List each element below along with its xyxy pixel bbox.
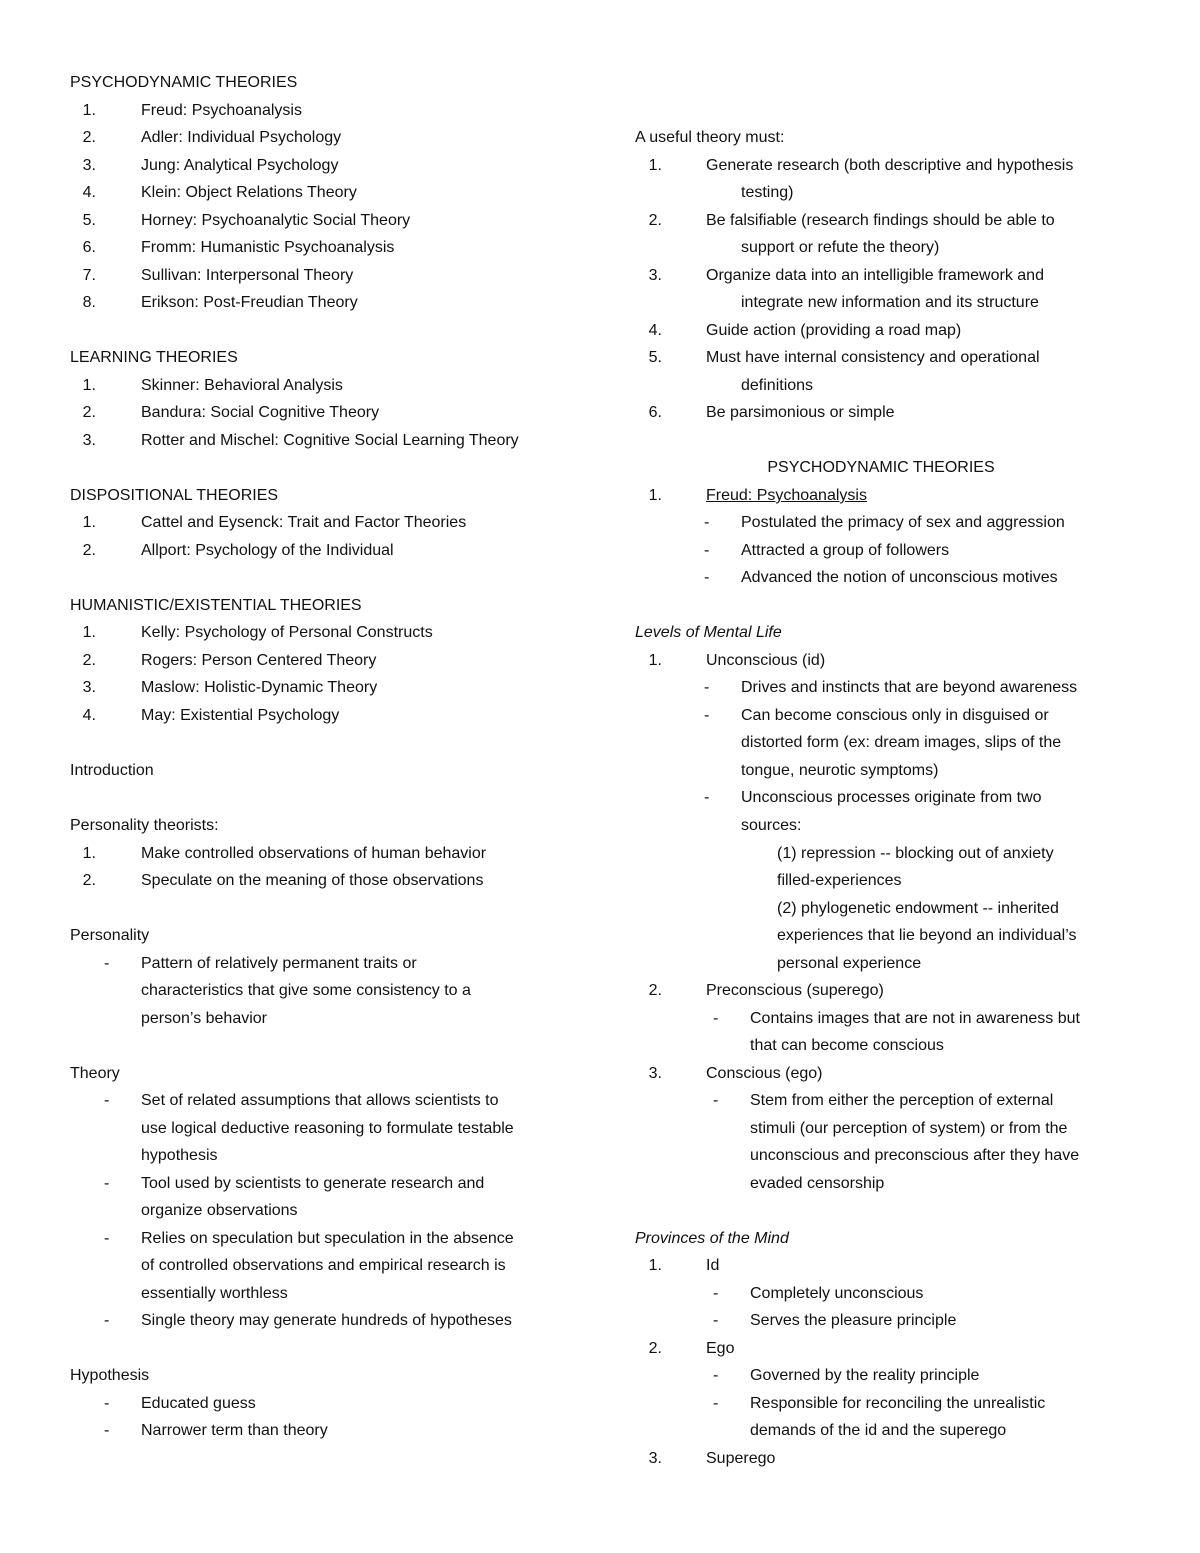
bullet-item: Unconscious processes originate from two — [741, 789, 1042, 806]
continuation-line: definitions — [741, 377, 814, 394]
numbered-item: Id — [706, 1257, 720, 1274]
bullet-item: Advanced the notion of unconscious motives — [741, 569, 1058, 586]
section-heading: PSYCHODYNAMIC THEORIES — [70, 74, 298, 91]
list-number: 2. — [648, 1340, 662, 1357]
continuation-line: stimuli (our perception of system) or from the — [750, 1120, 1068, 1137]
continuation-line: organize observations — [141, 1202, 298, 1219]
bullet-item: Postulated the primacy of sex and aggression — [741, 514, 1065, 531]
list-number: 4. — [648, 322, 662, 339]
list-number: 5. — [82, 212, 96, 229]
continuation-line: (1) repression -- blocking out of anxiety — [777, 845, 1054, 862]
numbered-item: Rogers: Person Centered Theory — [141, 652, 377, 669]
numbered-item: Adler: Individual Psychology — [141, 129, 342, 146]
bullet-dash: - — [704, 707, 710, 724]
continuation-line: experiences that lie beyond an individual’s — [777, 927, 1077, 944]
list-number: 3. — [82, 157, 96, 174]
list-number: 2. — [82, 872, 96, 889]
bullet-dash: - — [104, 1395, 110, 1412]
bullet-dash: - — [713, 1395, 719, 1412]
continuation-line: integrate new information and its structure — [741, 294, 1039, 311]
list-number: 7. — [82, 267, 96, 284]
list-number: 1. — [648, 1257, 662, 1274]
list-number: 2. — [82, 404, 96, 421]
continuation-line: unconscious and preconscious after they have — [750, 1147, 1080, 1164]
bullet-item: Responsible for reconciling the unrealistic — [750, 1395, 1046, 1412]
continuation-line: testing) — [741, 184, 794, 201]
section-heading: Theory — [70, 1065, 120, 1082]
bullet-dash: - — [104, 1175, 110, 1192]
continuation-line: essentially worthless — [141, 1285, 288, 1302]
continuation-line: filled-experiences — [777, 872, 902, 889]
list-number: 1. — [82, 102, 96, 119]
section-heading: Hypothesis — [70, 1367, 150, 1384]
continuation-line: use logical deductive reasoning to formulate testable — [141, 1120, 514, 1137]
bullet-dash: - — [704, 514, 710, 531]
numbered-item: Organize data into an intelligible framework and — [706, 267, 1044, 284]
continuation-line: tongue, neurotic symptoms) — [741, 762, 939, 779]
bullet-dash: - — [713, 1367, 719, 1384]
continuation-line: of controlled observations and empirical research is — [141, 1257, 506, 1274]
bullet-item: Completely unconscious — [750, 1285, 924, 1302]
numbered-item: Superego — [706, 1450, 776, 1467]
list-number: 4. — [82, 707, 96, 724]
bullet-dash: - — [104, 1422, 110, 1439]
continuation-line: demands of the id and the superego — [750, 1422, 1007, 1439]
bullet-item: Serves the pleasure principle — [750, 1312, 957, 1329]
list-number: 3. — [82, 432, 96, 449]
bullet-item: Stem from either the perception of external — [750, 1092, 1054, 1109]
numbered-item: Generate research (both descriptive and hypothesis — [706, 157, 1074, 174]
numbered-item: Preconscious (superego) — [706, 982, 884, 999]
list-number: 1. — [648, 652, 662, 669]
continuation-line: sources: — [741, 817, 802, 834]
bullet-dash: - — [713, 1010, 719, 1027]
numbered-item: Speculate on the meaning of those observations — [141, 872, 484, 889]
continuation-line: characteristics that give some consistency to a — [141, 982, 471, 999]
numbered-item: Make controlled observations of human behavior — [141, 845, 487, 862]
numbered-item: Skinner: Behavioral Analysis — [141, 377, 343, 394]
numbered-item: Fromm: Humanistic Psychoanalysis — [141, 239, 395, 256]
list-number: 1. — [82, 514, 96, 531]
numbered-item: Erikson: Post-Freudian Theory — [141, 294, 358, 311]
list-number: 1. — [648, 157, 662, 174]
bullet-dash: - — [104, 1312, 110, 1329]
list-number: 1. — [82, 845, 96, 862]
bullet-dash: - — [713, 1285, 719, 1302]
continuation-line: evaded censorship — [750, 1175, 885, 1192]
numbered-item: Guide action (providing a road map) — [706, 322, 962, 339]
numbered-item: Must have internal consistency and operational — [706, 349, 1040, 366]
numbered-item: Be parsimonious or simple — [706, 404, 895, 421]
bullet-item: Attracted a group of followers — [741, 542, 950, 559]
list-number: 2. — [648, 212, 662, 229]
numbered-item: Freud: Psychoanalysis — [141, 102, 302, 119]
list-number: 2. — [82, 129, 96, 146]
section-heading: Provinces of the Mind — [635, 1230, 789, 1247]
list-number: 3. — [648, 1065, 662, 1082]
list-number: 8. — [82, 294, 96, 311]
numbered-item: Jung: Analytical Psychology — [141, 157, 339, 174]
section-heading: DISPOSITIONAL THEORIES — [70, 487, 279, 504]
bullet-item: Pattern of relatively permanent traits or — [141, 955, 417, 972]
bullet-item: Single theory may generate hundreds of hypotheses — [141, 1312, 512, 1329]
list-number: 3. — [82, 679, 96, 696]
list-number: 5. — [648, 349, 662, 366]
bullet-item: Drives and instincts that are beyond awareness — [741, 679, 1078, 696]
section-heading: Personality theorists: — [70, 817, 219, 834]
numbered-item: Horney: Psychoanalytic Social Theory — [141, 212, 411, 229]
section-heading: LEARNING THEORIES — [70, 349, 238, 366]
numbered-item: Unconscious (id) — [706, 652, 826, 669]
bullet-dash: - — [713, 1092, 719, 1109]
list-number: 3. — [648, 267, 662, 284]
list-number: 2. — [82, 542, 96, 559]
bullet-dash: - — [704, 789, 710, 806]
list-number: 6. — [648, 404, 662, 421]
list-number: 4. — [82, 184, 96, 201]
bullet-item: Governed by the reality principle — [750, 1367, 980, 1384]
numbered-item: Cattel and Eysenck: Trait and Factor Theories — [141, 514, 467, 531]
continuation-line: person’s behavior — [141, 1010, 268, 1027]
continuation-line: personal experience — [777, 955, 922, 972]
section-heading: Personality — [70, 927, 150, 944]
numbered-item: Be falsifiable (research findings should be able to — [706, 212, 1055, 229]
bullet-dash: - — [704, 542, 710, 559]
numbered-item: Klein: Object Relations Theory — [141, 184, 357, 201]
numbered-item: Conscious (ego) — [706, 1065, 823, 1082]
numbered-item: May: Existential Psychology — [141, 707, 340, 724]
bullet-item: Can become conscious only in disguised or — [741, 707, 1049, 724]
numbered-item: Kelly: Psychology of Personal Constructs — [141, 624, 433, 641]
list-number: 1. — [82, 624, 96, 641]
list-number: 2. — [82, 652, 96, 669]
bullet-dash: - — [713, 1312, 719, 1329]
list-number: 2. — [648, 982, 662, 999]
bullet-dash: - — [104, 1092, 110, 1109]
bullet-item: Contains images that are not in awareness but — [750, 1010, 1080, 1027]
section-heading: Introduction — [70, 762, 154, 779]
bullet-item: Relies on speculation but speculation in the absence — [141, 1230, 514, 1247]
numbered-item: Freud: Psychoanalysis — [706, 487, 867, 504]
section-heading: Levels of Mental Life — [635, 624, 782, 641]
bullet-dash: - — [704, 679, 710, 696]
section-heading: A useful theory must: — [635, 129, 785, 146]
section-heading: HUMANISTIC/EXISTENTIAL THEORIES — [70, 597, 362, 614]
continuation-line: (2) phylogenetic endowment -- inherited — [777, 900, 1059, 917]
list-number: 3. — [648, 1450, 662, 1467]
continuation-line: that can become conscious — [750, 1037, 944, 1054]
numbered-item: Ego — [706, 1340, 735, 1357]
continuation-line: hypothesis — [141, 1147, 218, 1164]
list-number: 1. — [82, 377, 96, 394]
numbered-item: Rotter and Mischel: Cognitive Social Learning Theory — [141, 432, 519, 449]
bullet-item: Set of related assumptions that allows scientists to — [141, 1092, 499, 1109]
numbered-item: Sullivan: Interpersonal Theory — [141, 267, 354, 284]
bullet-item: Narrower term than theory — [141, 1422, 328, 1439]
continuation-line: support or refute the theory) — [741, 239, 940, 256]
bullet-dash: - — [104, 955, 110, 972]
bullet-item: Tool used by scientists to generate research and — [141, 1175, 485, 1192]
bullet-item: Educated guess — [141, 1395, 256, 1412]
bullet-dash: - — [104, 1230, 110, 1247]
list-number: 6. — [82, 239, 96, 256]
numbered-item: Bandura: Social Cognitive Theory — [141, 404, 380, 421]
numbered-item: Maslow: Holistic-Dynamic Theory — [141, 679, 378, 696]
continuation-line: distorted form (ex: dream images, slips of the — [741, 734, 1062, 751]
numbered-item: Allport: Psychology of the Individual — [141, 542, 394, 559]
section-heading: PSYCHODYNAMIC THEORIES — [767, 459, 995, 476]
list-number: 1. — [648, 487, 662, 504]
bullet-dash: - — [704, 569, 710, 586]
